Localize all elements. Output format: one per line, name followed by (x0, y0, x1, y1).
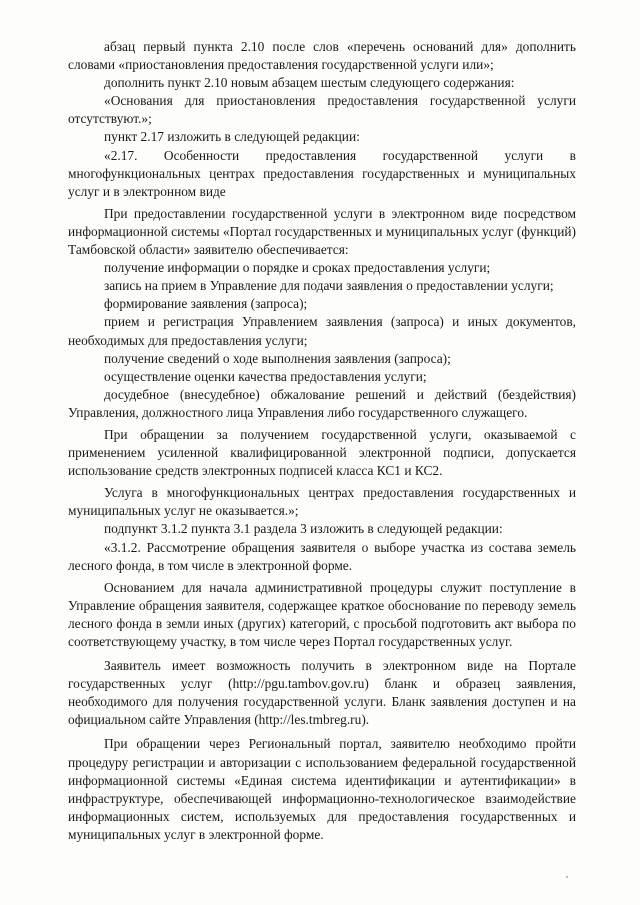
paragraph: дополнить пункт 2.10 новым абзацем шестым следующего содержания: (104, 75, 515, 91)
section-heading: «2.17. Особенности предоставления государственной услуги в многофункциональных центрах предоставления государственных и муниципальных услуг и в электронном виде (68, 147, 576, 199)
section-heading: «3.1.2. Рассмотрение обращения заявителя о выборе участка из состава земель лесного фонда, в том числе в электронной форме. (68, 539, 576, 573)
list-item: запись на прием в Управление для подачи заявления о предоставлении услуги; (104, 278, 554, 294)
list-item: формирование заявления (запроса); (104, 296, 308, 312)
paragraph: Заявитель имеет возможность получить в электронном виде на Портале государственных услуг (http://pgu.tambov.gov.ru) бланк и образец заявления, необходимого для получения государственной услуги. Бланк заявления доступен и на официальном сайте Управления (http://les.tmbreg.ru). (68, 658, 576, 728)
paragraph: Основанием для начала административной процедуры служит поступление в Управление обращения заявителя, содержащее краткое обоснование по переводу земель лесного фонда в земли иных (других) категорий, с просьбой подготовить акт выбора по соответствующему участку, в том числе через Портал государственных услуг. (68, 579, 576, 649)
list-item: получение сведений о ходе выполнения заявления (запроса); (104, 350, 451, 366)
paragraph: При предоставлении государственной услуги в электронном виде посредством информационной системы «Портал государственных и муниципальных услуг (функций) Тамбовской области» заявителю обеспечивается: (68, 205, 576, 258)
paragraph: подпункт 3.1.2 пункта 3.1 раздела 3 изложить в следующей редакции: (104, 521, 503, 537)
paragraph: При обращении за получением государственной услуги, оказываемой с применением усиленной квалифицированной электронной подписи, допускается использование средств электронных подписей класса КС1 и КС2. (68, 426, 576, 479)
paragraph: абзац первый пункта 2.10 после слов «перечень оснований для» дополнить словами «приостановления предоставления государственной услуги или»; (68, 39, 576, 73)
list-item: досудебное (внесудебное) обжалование решений и действий (бездействия) Управления, должностного лица Управления либо государственного служащего. (68, 386, 576, 420)
paragraph: При обращении через Региональный портал, заявителю необходимо пройти процедуру регистрации и авторизации с использованием федеральной государственной информационной системы «Единая система идентификации и аутентификации» в инфраструктуре, обеспечивающей информационно-технологическое взаимодействие информационных систем, используемых для предоставления государственных и муниципальных услуг в электронной форме. (68, 736, 576, 842)
paragraph: пункт 2.17 изложить в следующей редакции: (104, 129, 360, 145)
paragraph: «Основания для приостановления предоставления государственной услуги отсутствуют.»; (68, 93, 576, 127)
paragraph: Услуга в многофункциональных центрах предоставления государственных и муниципальных услуг не оказывается.»; (68, 485, 576, 519)
list-item: прием и регистрация Управлением заявления (запроса) и иных документов, необходимых для предоставления услуги; (68, 314, 576, 348)
list-item: осуществление оценки качества предоставления услуги; (104, 368, 427, 384)
document-body (68, 38, 576, 844)
scan-speck (566, 876, 568, 878)
list-item: получение информации о порядке и сроках предоставления услуги; (104, 260, 491, 276)
